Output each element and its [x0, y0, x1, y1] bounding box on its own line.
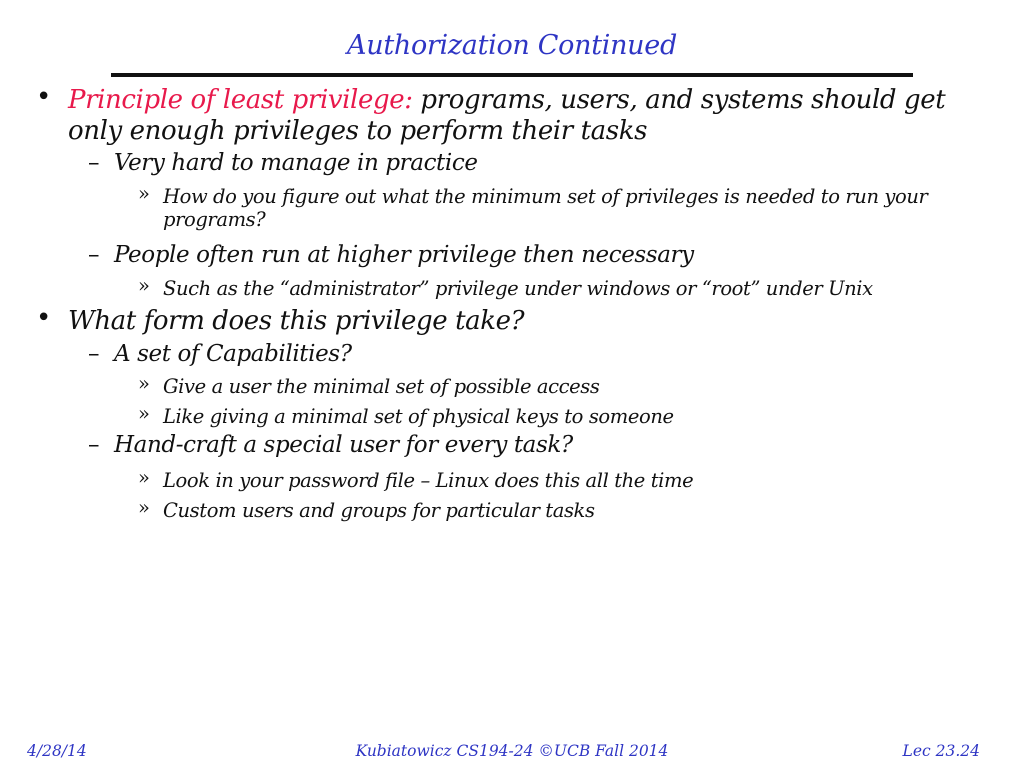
bullet-privilege-form: What form does this privilege take?: [68, 306, 525, 336]
subsubbullet-custom-users: Custom users and groups for particular tasks: [163, 499, 595, 522]
dash-icon: –: [88, 150, 100, 176]
subsubbullet-minimal-access: Give a user the minimal set of possible access: [163, 375, 600, 398]
subbullet-higher-privilege: People often run at higher privilege then necessary: [114, 242, 694, 268]
dash-icon: –: [88, 242, 100, 268]
chevron-icon: »: [138, 274, 150, 297]
footer-date: 4/28/14: [27, 742, 87, 760]
slide-title: Authorization Continued: [347, 30, 677, 61]
bullet-text: programs, users, and systems should get only enough privileges to perform their tasks: [68, 85, 946, 146]
title-divider: [111, 73, 913, 77]
bullet-highlight-term: Principle of least privilege:: [68, 85, 413, 115]
subsubbullet-minimum-set: How do you figure out what the minimum set of privileges is needed to run your programs?: [163, 185, 928, 231]
dash-icon: –: [88, 341, 100, 367]
subsubbullet-physical-keys: Like giving a minimal set of physical keys to someone: [163, 405, 674, 428]
chevron-icon: »: [138, 402, 150, 425]
footer-page-number: Lec 23.24: [902, 742, 980, 760]
subbullet-hard-to-manage: Very hard to manage in practice: [114, 150, 478, 176]
subbullet-hand-craft-user: Hand-craft a special user for every task?: [114, 432, 573, 458]
subsubbullet-administrator-root: Such as the “administrator” privilege under windows or “root” under Unix: [163, 277, 873, 300]
subbullet-capabilities: A set of Capabilities?: [114, 341, 352, 367]
chevron-icon: »: [138, 496, 150, 519]
footer-course: Kubiatowicz CS194-24 ©UCB Fall 2014: [355, 742, 669, 760]
chevron-icon: »: [138, 182, 150, 205]
bullet-icon: •: [36, 303, 52, 333]
subsubbullet-password-file: Look in your password file – Linux does this all the time: [163, 469, 694, 492]
chevron-icon: »: [138, 466, 150, 489]
bullet-least-privilege: [68, 85, 948, 146]
dash-icon: –: [88, 432, 100, 458]
chevron-icon: »: [138, 372, 150, 395]
bullet-icon: •: [36, 82, 52, 112]
